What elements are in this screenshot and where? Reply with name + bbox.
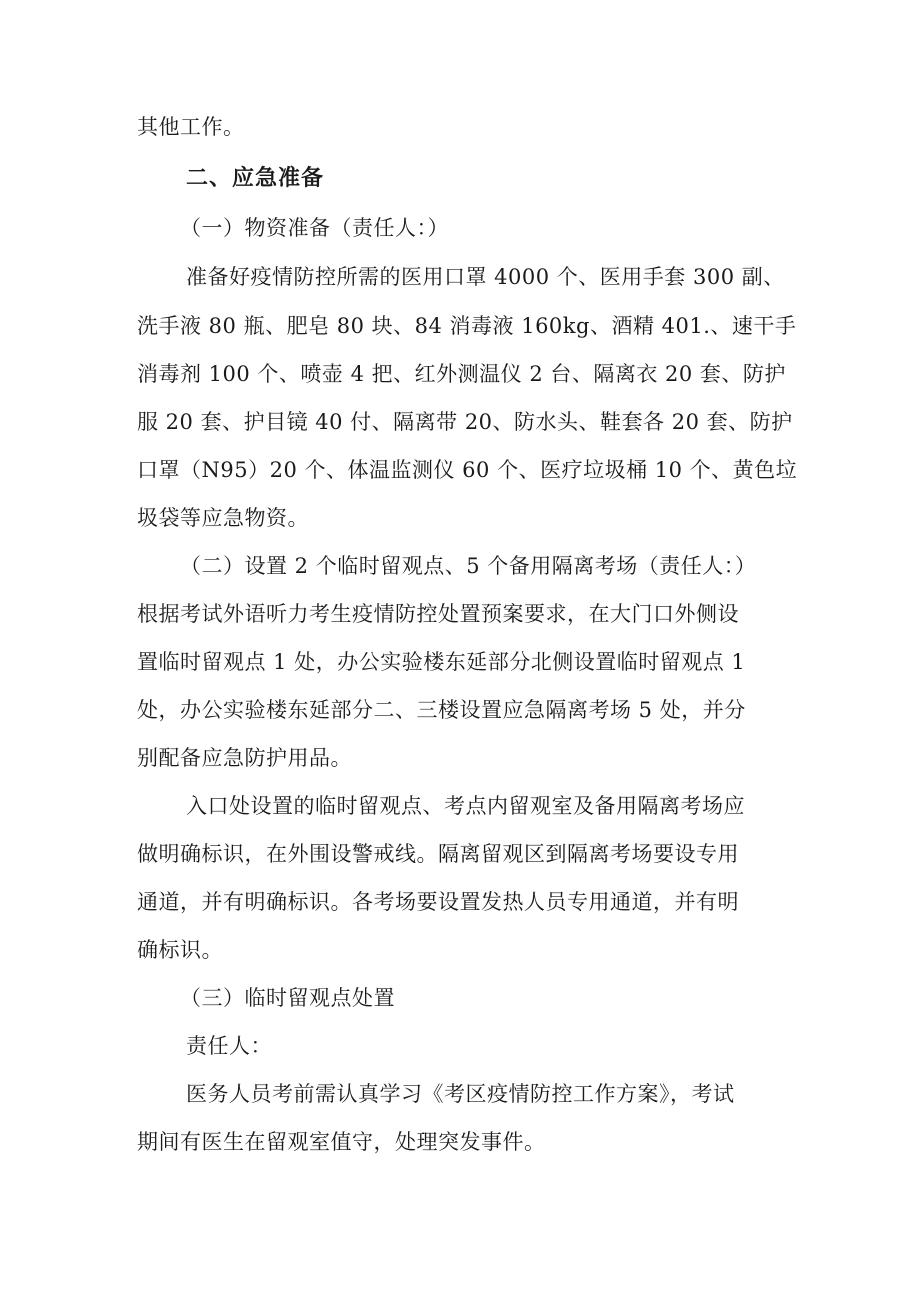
paragraph-line: 洗手液 80 瓶、肥皂 80 块、84 消毒液 160kg、酒精 401.、速干手 xyxy=(137,314,797,338)
paragraph-line: 置临时留观点 1 处，办公实验楼东延部分北侧设置临时留观点 1 xyxy=(137,650,746,674)
paragraph-line: 入口处设置的临时留观点、考点内留观室及备用隔离考场应 xyxy=(186,794,745,818)
paragraph-line: 消毒剂 100 个、喷壶 4 把、红外测温仪 2 台、隔离衣 20 套、防护 xyxy=(137,362,786,386)
paragraph-line: 准备好疫情防控所需的医用口罩 4000 个、医用手套 300 副、 xyxy=(186,265,785,289)
paragraph-line: 做明确标识，在外围设警戒线。隔离留观区到隔离考场要设专用 xyxy=(137,842,739,866)
paragraph-line: 医务人员考前需认真学习《考区疫情防控工作方案》，考试 xyxy=(186,1082,735,1106)
paragraph-line: 处，办公实验楼东延部分二、三楼设置应急隔离考场 5 处，并分 xyxy=(137,698,746,722)
paragraph-line: 圾袋等应急物资。 xyxy=(137,506,309,530)
subsection-heading: （一）物资准备（责任人：） xyxy=(180,216,449,240)
paragraph-line: 别配备应急防护用品。 xyxy=(137,746,352,770)
paragraph-line: 口罩（N95）20 个、体温监测仪 60 个、医疗垃圾桶 10 个、黄色垃 xyxy=(137,458,798,482)
section-heading: 二、应急准备 xyxy=(186,166,325,191)
paragraph-line: 根据考试外语听力考生疫情防控处置预案要求，在大门口外侧设 xyxy=(137,602,739,626)
paragraph-line: 通道，并有明确标识。各考场要设置发热人员专用通道，并有明 xyxy=(137,890,739,914)
paragraph-line: 服 20 套、护目镜 40 付、隔离带 20、防水头、鞋套各 20 套、防护 xyxy=(137,410,793,434)
paragraph-line: 确标识。 xyxy=(137,938,223,962)
subsection-heading: （三）临时留观点处置 xyxy=(180,986,395,1010)
subsection-heading: （二）设置 2 个临时留观点、5 个备用隔离考场（责任人：） xyxy=(180,554,757,578)
paragraph-line: 责任人： xyxy=(186,1034,272,1058)
paragraph-line: 期间有医生在留观室值守，处理突发事件。 xyxy=(137,1130,546,1154)
paragraph-line: 其他工作。 xyxy=(137,115,245,139)
